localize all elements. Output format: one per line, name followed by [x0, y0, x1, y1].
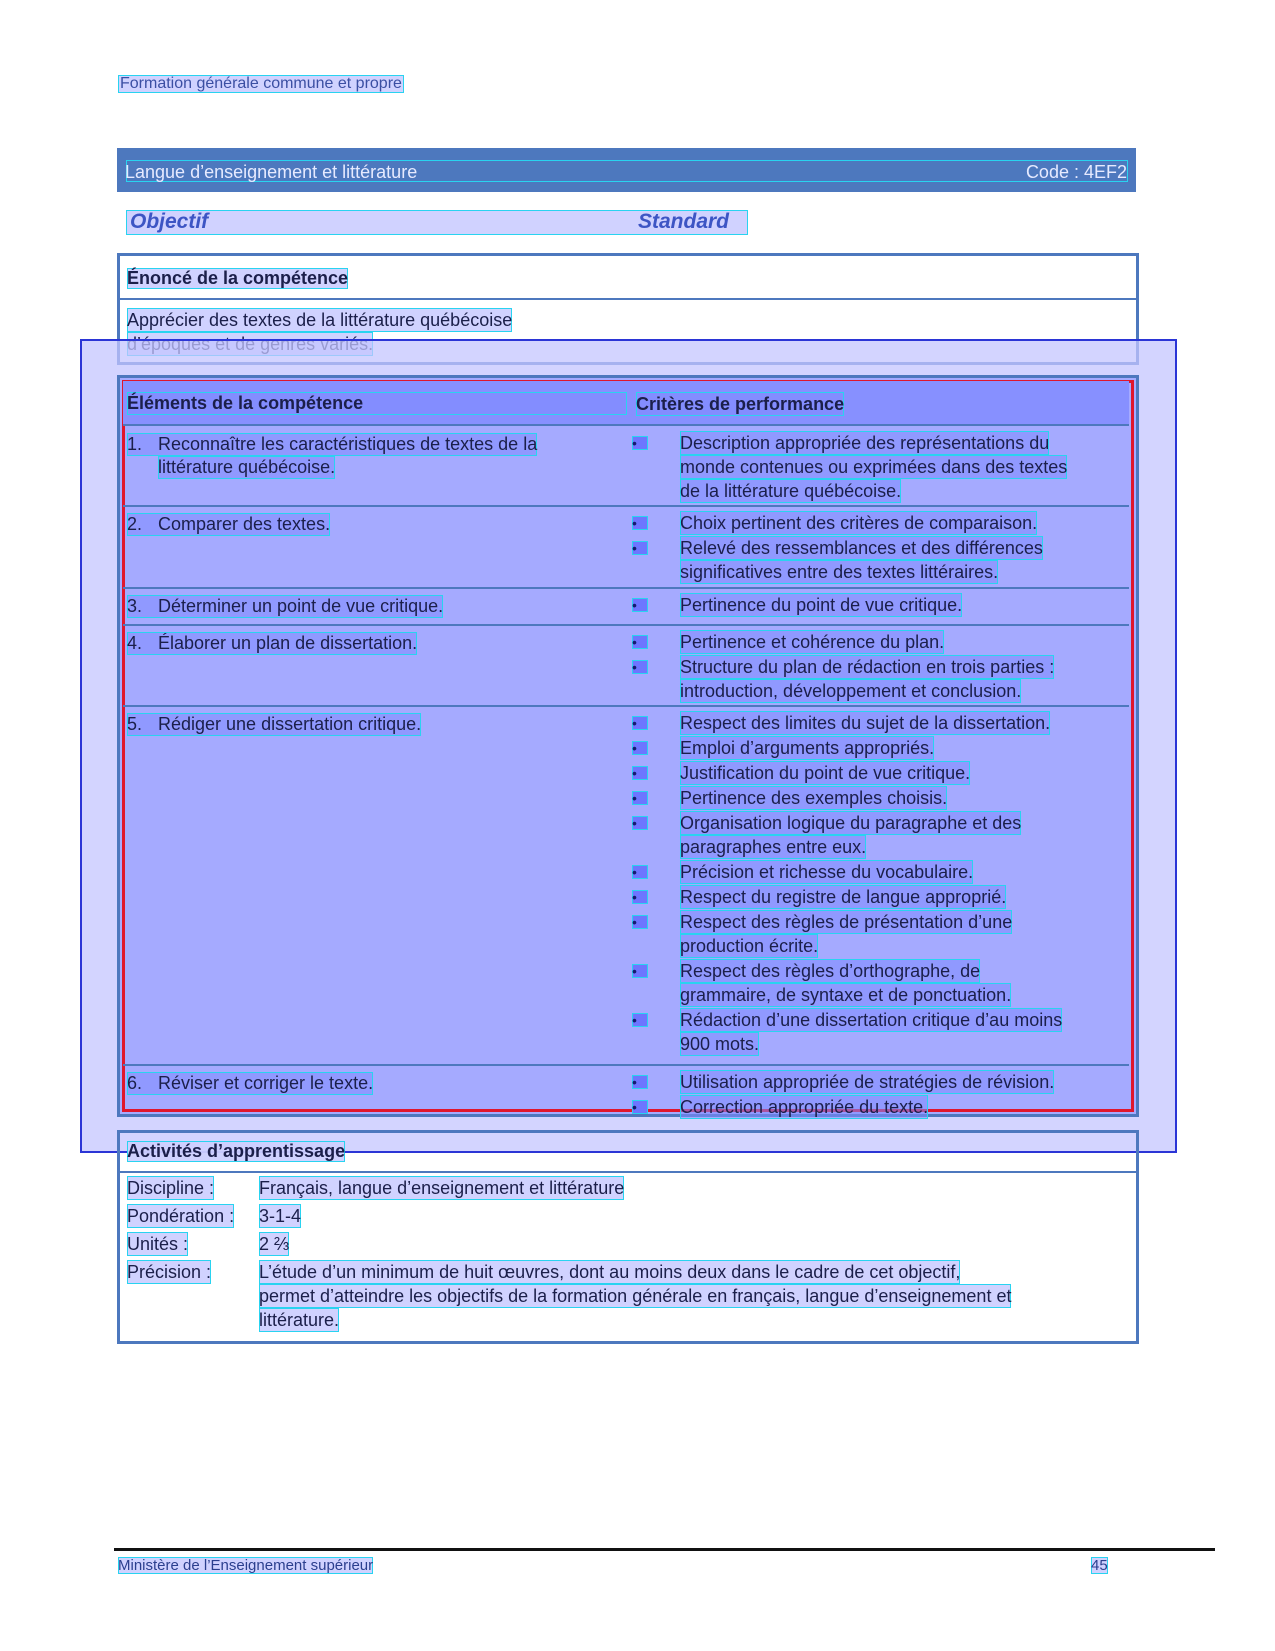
competence-element	[127, 713, 421, 736]
table-divider	[123, 1064, 1129, 1066]
section-title: Langue d’enseignement et littérature	[125, 162, 418, 182]
competence-element	[127, 513, 330, 536]
performance-criterion: 900 mots.	[680, 1034, 760, 1054]
bullet-icon: •	[632, 516, 648, 530]
activites-title: Activités d’apprentissage	[127, 1141, 346, 1161]
competence-element	[127, 1072, 373, 1095]
element-number: 6.	[127, 1073, 143, 1093]
performance-criterion: introduction, développement et conclusion.	[680, 681, 1022, 701]
bullet-icon: •	[632, 964, 648, 978]
page-number: 45	[1091, 1557, 1108, 1574]
bullet-icon: •	[632, 741, 648, 755]
element-text: Comparer des textes.	[158, 514, 331, 534]
performance-criterion: monde contenues ou exprimées dans des textes	[680, 457, 1068, 477]
element-number: 4.	[127, 633, 143, 653]
column-header-criteres: Critères de performance	[636, 394, 845, 414]
objectif-label: Objectif	[130, 210, 209, 233]
performance-criterion: Précision et richesse du vocabulaire.	[680, 862, 974, 882]
bullet-icon: •	[632, 791, 648, 805]
bullet-icon: •	[632, 541, 648, 555]
performance-criterion: Utilisation appropriée de stratégies de révision.	[680, 1072, 1055, 1092]
bullet-icon: •	[632, 598, 648, 612]
performance-criterion: Respect des règles d’orthographe, de	[680, 961, 981, 981]
unites-label: Unités :	[127, 1234, 189, 1254]
precision-line: L’étude d’un minimum de huit œuvres, dont au moins deux dans le cadre de cet objectif,	[259, 1262, 961, 1282]
performance-criterion: Pertinence des exemples choisis.	[680, 788, 948, 808]
precision-value	[259, 1260, 1011, 1332]
footer-rule	[114, 1548, 1215, 1551]
bullet-icon: •	[632, 1100, 648, 1114]
bullet-icon: •	[632, 890, 648, 904]
competence-element	[127, 595, 443, 618]
performance-criterion: Justification du point de vue critique.	[680, 763, 971, 783]
bullet-icon: •	[632, 716, 648, 730]
element-text: Réviser et corriger le texte.	[158, 1073, 374, 1093]
document-header: Formation générale commune et propre	[120, 75, 402, 92]
table-divider	[123, 424, 1129, 426]
performance-criterion: Pertinence du point de vue critique.	[680, 595, 963, 615]
performance-criterion: de la littérature québécoise.	[680, 481, 902, 501]
performance-criterion: paragraphes entre eux.	[680, 837, 867, 857]
element-number: 5.	[127, 714, 143, 734]
enonce-divider	[120, 298, 1136, 300]
bullet-icon: •	[632, 865, 648, 879]
enonce-line: Apprécier des textes de la littérature québécoise	[127, 310, 513, 330]
discipline-label: Discipline :	[127, 1178, 215, 1198]
bullet-icon: •	[632, 915, 648, 929]
discipline-value: Français, langue d’enseignement et littérature	[259, 1178, 625, 1198]
activites-divider	[120, 1171, 1136, 1173]
element-number: 2.	[127, 514, 143, 534]
bullet-icon: •	[632, 635, 648, 649]
bullet-icon: •	[632, 816, 648, 830]
table-divider	[123, 624, 1129, 626]
performance-criterion: Respect du registre de langue approprié.	[680, 887, 1007, 907]
ponderation-label: Pondération :	[127, 1206, 235, 1226]
performance-criterion: Emploi d’arguments appropriés.	[680, 738, 935, 758]
performance-criterion: Pertinence et cohérence du plan.	[680, 632, 945, 652]
element-text: Élaborer un plan de dissertation.	[158, 633, 418, 653]
element-number: 3.	[127, 596, 143, 616]
element-text: Déterminer un point de vue critique.	[158, 596, 444, 616]
ponderation-value: 3-1-4	[259, 1206, 302, 1226]
precision-line: permet d’atteindre les objectifs de la formation générale en français, langue d’enseignement et	[259, 1286, 1012, 1306]
table-divider	[123, 705, 1129, 707]
table-divider	[123, 587, 1129, 589]
precision-label: Précision :	[127, 1262, 212, 1282]
performance-criterion: grammaire, de syntaxe et de ponctuation.	[680, 985, 1012, 1005]
performance-criterion: Respect des limites du sujet de la dissertation.	[680, 713, 1051, 733]
competence-element	[158, 456, 335, 479]
performance-criterion: Correction appropriée du texte.	[680, 1097, 929, 1117]
performance-criterion: Choix pertinent des critères de comparaison.	[680, 513, 1038, 533]
competence-element	[127, 433, 537, 456]
table-divider	[123, 505, 1129, 507]
performance-criterion: significatives entre des textes littéraires.	[680, 562, 999, 582]
performance-criterion: Relevé des ressemblances et des différences	[680, 538, 1043, 558]
enonce-title: Énoncé de la compétence	[127, 268, 349, 288]
precision-line: littérature.	[259, 1310, 340, 1330]
element-text: littérature québécoise.	[158, 457, 336, 477]
element-number: 1.	[127, 434, 143, 454]
performance-criterion: Description appropriée des représentations du	[680, 433, 1050, 453]
unites-value: 2 ⅔	[259, 1234, 290, 1254]
performance-criterion: Rédaction d’une dissertation critique d’au moins	[680, 1010, 1063, 1030]
element-text: Reconnaître les caractéristiques de textes de la	[158, 434, 538, 454]
bullet-icon: •	[632, 660, 648, 674]
performance-criterion: production écrite.	[680, 936, 819, 956]
course-code: Code : 4EF2	[1025, 162, 1127, 182]
performance-criterion: Respect des règles de présentation d’une	[680, 912, 1013, 932]
bullet-icon: •	[632, 1013, 648, 1027]
column-header-elements: Éléments de la compétence	[127, 392, 627, 415]
element-text: Rédiger une dissertation critique.	[158, 714, 422, 734]
bullet-icon: •	[632, 436, 648, 450]
performance-criterion: Structure du plan de rédaction en trois parties :	[680, 657, 1055, 677]
competence-element	[127, 632, 417, 655]
footer-ministry: Ministère de l’Enseignement supérieur	[118, 1557, 374, 1574]
bullet-icon: •	[632, 1075, 648, 1089]
performance-criterion: Organisation logique du paragraphe et des	[680, 813, 1022, 833]
standard-label: Standard	[638, 210, 730, 233]
bullet-icon: •	[632, 766, 648, 780]
